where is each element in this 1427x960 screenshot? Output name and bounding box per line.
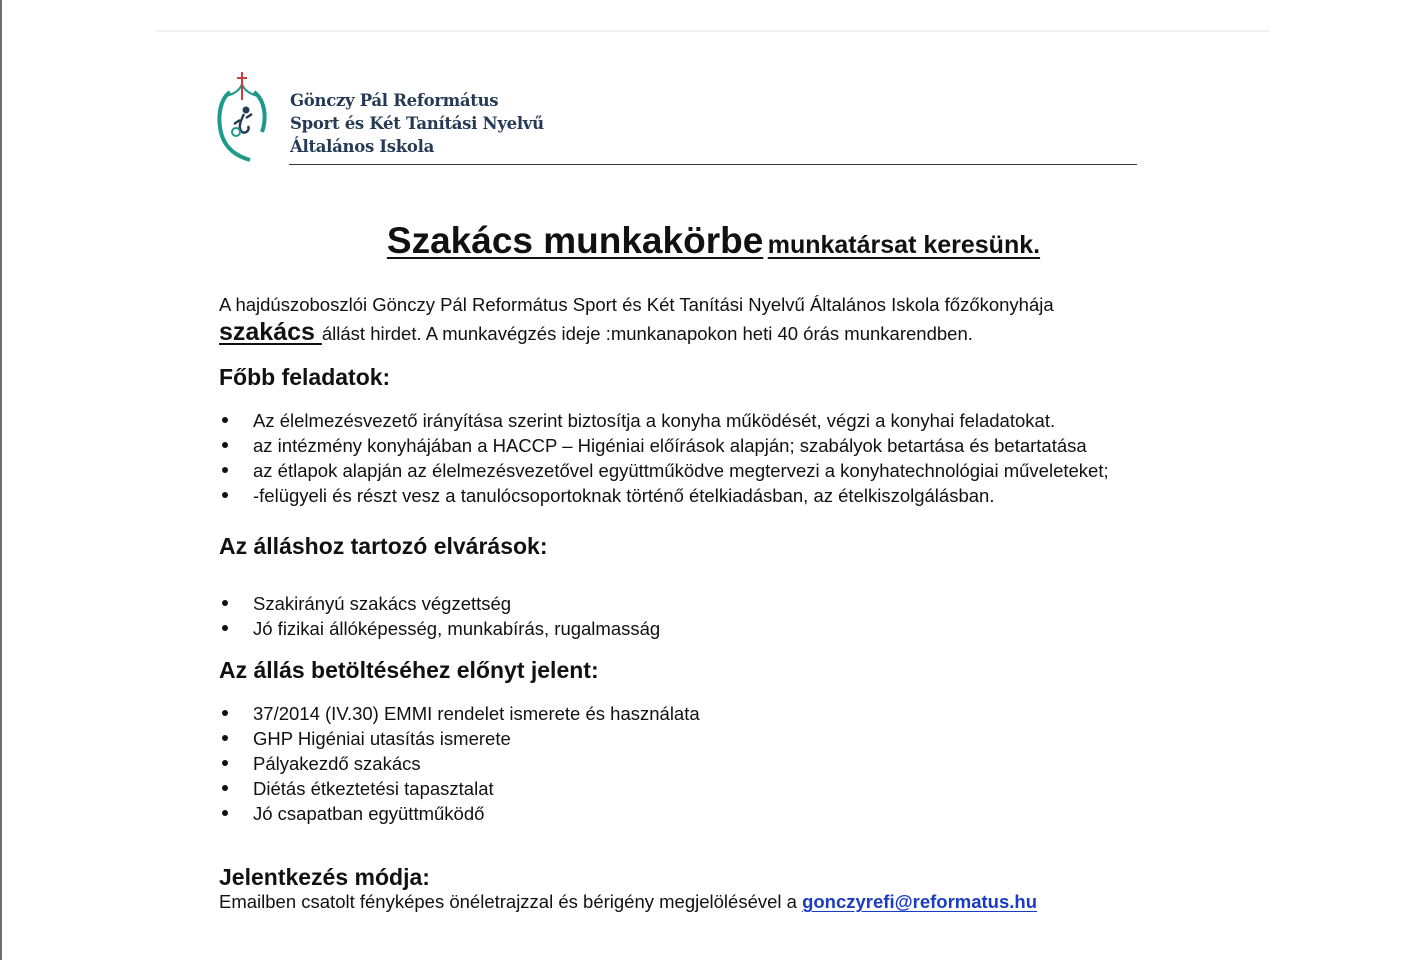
school-name-line-3: Általános Iskola — [290, 137, 434, 156]
header-rule — [289, 164, 1137, 165]
advantages-list — [219, 701, 700, 826]
intro-line-2 — [219, 318, 973, 347]
list-item: az étlapok alapján az élelmezésvezetővel együttműködve megtervezi a konyhatechnológiai műveleteket; — [219, 458, 1109, 483]
list-item: Pályakezdő szakács — [219, 751, 700, 776]
requirements-list — [219, 591, 660, 641]
list-item: Szakirányú szakács végzettség — [219, 591, 660, 616]
list-item: 37/2014 (IV.30) EMMI rendelet ismerete és használata — [219, 701, 700, 726]
title-main: Szakács munkakörbe — [386, 220, 764, 261]
requirements-heading: Az álláshoz tartozó elvárások: — [219, 533, 548, 559]
viewer-left-border — [0, 0, 2, 960]
school-name-line-1: Gönczy Pál Református — [290, 91, 499, 110]
list-item: GHP Higéniai utasítás ismerete — [219, 726, 700, 751]
intro-line-2-text: állást hirdet. A munkavégzés ideje :munkanapokon heti 40 órás munkarendben. — [321, 323, 973, 344]
school-name — [290, 89, 544, 158]
bullet-icon — [222, 417, 228, 423]
bullet-icon — [222, 760, 228, 766]
apply-instructions: Emailben csatolt fényképes önéletrajzzal és bérigény megjelölésével a — [219, 891, 803, 912]
email-link[interactable]: gonczyrefi@reformatus.hu — [802, 891, 1038, 912]
duties-heading: Főbb feladatok: — [219, 364, 391, 390]
bullet-icon — [222, 810, 228, 816]
list-item: az intézmény konyhájában a HACCP – Higéniai előírások alapján; szabályok betartása és betartatása — [219, 433, 1109, 458]
list-item: Diétás étkeztetési tapasztalat — [219, 776, 700, 801]
bullet-icon — [222, 467, 228, 473]
list-item: Jó fizikai állóképesség, munkabírás, rugalmasság — [219, 616, 660, 641]
bullet-icon — [222, 710, 228, 716]
page-title — [0, 220, 1427, 262]
bullet-icon — [222, 735, 228, 741]
school-logo-icon — [216, 70, 268, 162]
list-item: -felügyeli és részt vesz a tanulócsoportoknak történő ételkiadásban, az ételkiszolgálásban. — [219, 483, 1109, 508]
bullet-icon — [222, 492, 228, 498]
page-top-edge — [156, 30, 1270, 32]
list-item: Az élelmezésvezető irányítása szerint biztosítja a konyha működését, végzi a konyhai feladatokat. — [219, 408, 1109, 433]
title-sub: munkatársat keresünk. — [767, 231, 1041, 259]
apply-text — [219, 891, 1037, 913]
apply-heading: Jelentkezés módja: — [219, 864, 430, 890]
duties-list — [219, 408, 1109, 508]
bullet-icon — [222, 442, 228, 448]
intro-line-1: A hajdúszoboszlói Gönczy Pál Református Sport és Két Tanítási Nyelvű Általános Iskola főzőkonyhája — [219, 294, 1054, 315]
advantages-heading: Az állás betöltéséhez előnyt jelent: — [219, 657, 599, 683]
list-item: Jó csapatban együttműködő — [219, 801, 700, 826]
intro-position: szakács — [219, 318, 322, 346]
bullet-icon — [222, 600, 228, 606]
bullet-icon — [222, 785, 228, 791]
bullet-icon — [222, 625, 228, 631]
school-name-line-2: Sport és Két Tanítási Nyelvű — [290, 114, 544, 133]
